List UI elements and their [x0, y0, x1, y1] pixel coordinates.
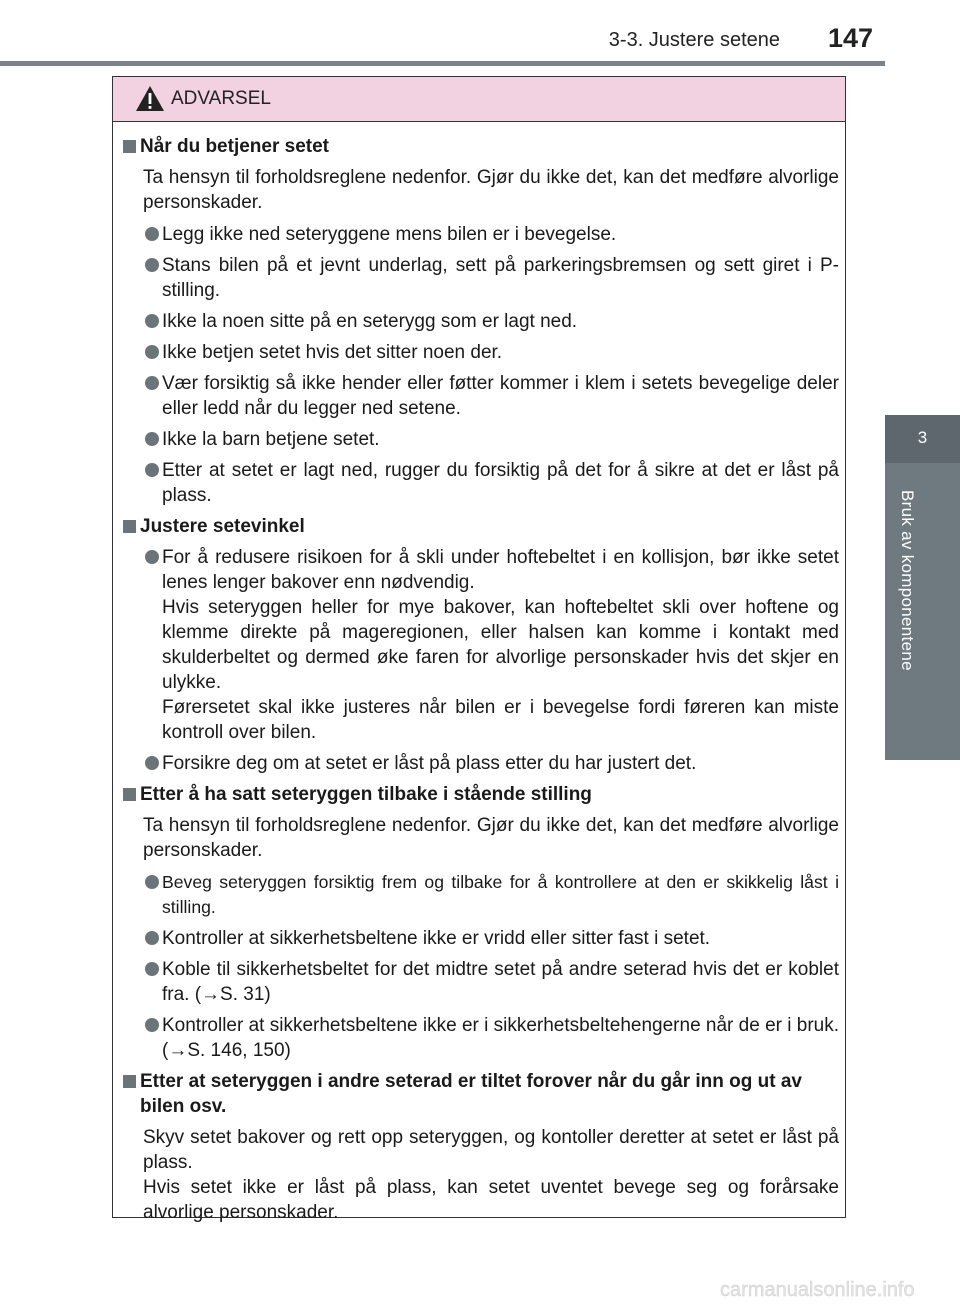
square-bullet-icon	[123, 1075, 136, 1088]
page-number: 147	[828, 23, 874, 53]
bullet-dot-icon	[145, 432, 159, 446]
list-item: For å redusere risikoen for å skli under hoftebeltet i en kollisjon, bør ikke setet lenes lenger bakover enn nødvendig. Hvis seteryggen heller for mye bakover, kan hoftebeltet skli over hoftene og klemme direkte på mageregionen, eller halsen kan komme i kontakt med skulderbeltet og dermed øke faren for alvorlige personskader hvis det skjer en ulykke. Førersetet skal ikke justeres når bilen er i bevegelse fordi føreren kan miste kontroll over bilen.	[120, 545, 839, 745]
list-item: Legg ikke ned seteryggene mens bilen er i bevegelse.	[120, 222, 839, 247]
section-heading: Justere setevinkel	[120, 514, 839, 539]
list-item: Etter at setet er lagt ned, rugger du forsiktig på det for å sikre at det er låst på plass.	[120, 458, 839, 508]
bullet-dot-icon	[145, 756, 159, 770]
list-item: Koble til sikkerhetsbeltet for det midtre setet på andre seterad hvis det er koblet fra. (→S. 31)	[120, 957, 839, 1007]
section-intro: Ta hensyn til forholdsreglene nedenfor. Gjør du ikke det, kan det medføre alvorlige personskader.	[143, 167, 839, 213]
square-bullet-icon	[123, 788, 136, 801]
bullet-dot-icon	[145, 314, 159, 328]
section-heading: Når du betjener setet	[120, 134, 839, 159]
chapter-number: 3	[917, 428, 928, 447]
warning-triangle-icon	[135, 85, 165, 112]
list-item: Beveg seteryggen forsiktig frem og tilbake for å kontrollere at den er skikkelig låst i stilling.	[120, 870, 839, 920]
list-item: Forsikre deg om at setet er låst på plass etter du har justert det.	[120, 751, 839, 776]
list-item: Kontroller at sikkerhetsbeltene ikke er vridd eller sitter fast i setet.	[120, 926, 839, 951]
bullet-dot-icon	[145, 1018, 159, 1032]
warning-header	[113, 77, 845, 122]
bullet-dot-icon	[145, 227, 159, 241]
list-item: Ikke la noen sitte på en seterygg som er lagt ned.	[120, 309, 839, 334]
svg-text:carmanualsonline.info: carmanualsonline.info	[720, 1279, 915, 1301]
list-item: Ikke betjen setet hvis det sitter noen der.	[120, 340, 839, 365]
section-title: 3-3. Justere setene	[608, 29, 780, 51]
chapter-title: Bruk av komponentene	[898, 490, 917, 671]
list-item: Vær forsiktig så ikke hender eller føtter kommer i klem i setets bevegelige deler eller ledd når du legger ned setene.	[120, 371, 839, 421]
header-divider	[0, 61, 885, 66]
bullet-dot-icon	[145, 962, 159, 976]
list-item: Stans bilen på et jevnt underlag, sett på parkeringsbremsen og sett giret i P-stilling.	[120, 253, 839, 303]
bullet-dot-icon	[145, 376, 159, 390]
section-heading: Etter at seteryggen i andre seterad er tiltet forover når du går inn og ut av bilen osv.	[120, 1069, 839, 1119]
warning-body	[113, 122, 845, 1225]
warning-label: ADVARSEL	[171, 88, 271, 109]
bullet-dot-icon	[145, 258, 159, 272]
section-heading: Etter å ha satt seteryggen tilbake i stående stilling	[120, 782, 839, 807]
section-intro: Ta hensyn til forholdsreglene nedenfor. Gjør du ikke det, kan det medføre alvorlige personskader.	[143, 815, 839, 861]
bullet-dot-icon	[145, 875, 159, 889]
list-item: Ikke la barn betjene setet.	[120, 427, 839, 452]
bullet-dot-icon	[145, 463, 159, 477]
section-paragraph: Skyv setet bakover og rett opp seteryggen, og kontoller deretter at setet er låst på plass. Hvis setet ikke er låst på plass, kan setet uventet bevege seg og forårsake alvorlige personskader.	[143, 1127, 839, 1223]
watermark	[720, 1276, 955, 1302]
bullet-dot-icon	[145, 931, 159, 945]
warning-box	[112, 76, 846, 1223]
square-bullet-icon	[123, 520, 136, 533]
square-bullet-icon	[123, 140, 136, 153]
bullet-dot-icon	[145, 550, 159, 564]
list-item: Kontroller at sikkerhetsbeltene ikke er i sikkerhetsbeltehengerne når de er i bruk. (→S. 146, 150)	[120, 1013, 839, 1063]
bullet-dot-icon	[145, 345, 159, 359]
